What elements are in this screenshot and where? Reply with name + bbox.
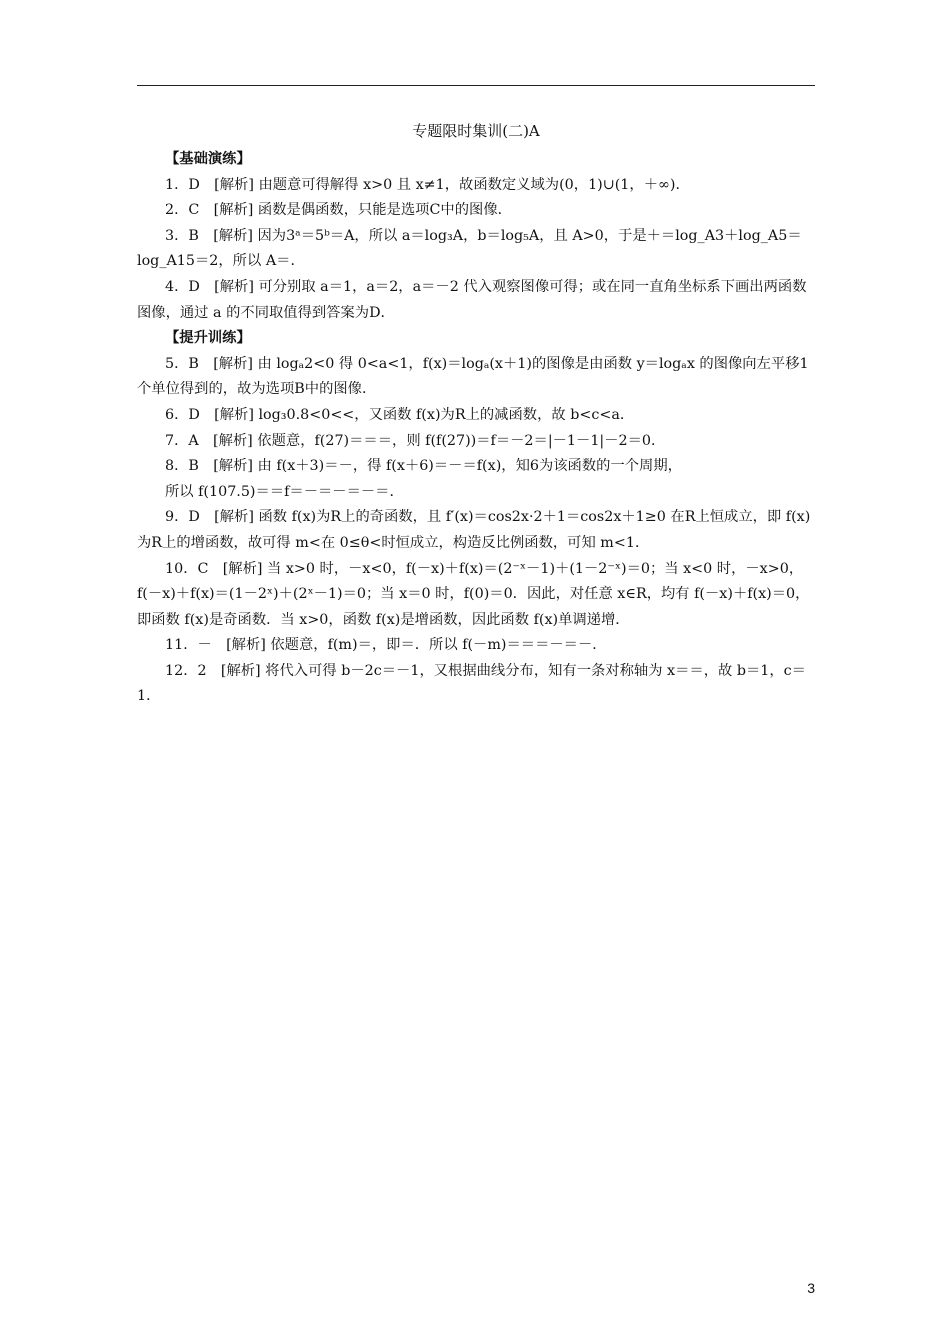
answer-item-2: 2．C [解析] 函数是偶函数，只能是选项C中的图像． (165, 202, 512, 219)
header-rule (137, 85, 815, 86)
answer-item-11: 11．－ [解析] 依题意，f(m)＝，即＝．所以 f(－m)＝＝＝－＝－． (165, 637, 607, 654)
answer-item-6: 6．D [解析] log₃0.8<0<<，又函数 f(x)为R上的减函数，故 b<c<a． (165, 406, 635, 423)
answer-content (137, 147, 815, 710)
section-heading-advanced: 【提升训练】 (165, 330, 251, 347)
answer-item-9: 9．D [解析] 函数 f(x)为R上的奇函数，且 f′(x)＝cos2x·2＋1＝cos2x＋1≥0 在R上恒成立，即 f(x)为R上的增函数，故可得 m<在 0≤θ<时恒成立，构造反比例函数，可知 m<1． (137, 509, 811, 551)
page-number: 3 (807, 1280, 815, 1296)
answer-item-7: 7．A [解析] 依题意，f(27)＝＝＝，则 f(f(27))＝f＝－2＝|－1－1|－2＝0． (165, 432, 666, 449)
answer-item-1: 1．D [解析] 由题意可得解得 x>0 且 x≠1，故函数定义域为(0，1)∪(1，＋∞)． (165, 176, 690, 193)
page-title: 专题限时集训(二)A (412, 122, 540, 140)
section-heading-basic: 【基础演练】 (165, 151, 251, 167)
answer-item-10: 10．C [解析] 当 x>0 时，－x<0，f(－x)＋f(x)＝(2⁻ˣ－1)＋(1－2⁻ˣ)＝0；当 x<0 时，－x>0，f(－x)＋f(x)＝(1－2ˣ)＋(2ˣ－1)＝0；当 x＝0 时，f(0)＝0．因此，对任意 x∈R，均有 f(－x)＋f(x)＝0，即函数 f(x)是奇函数．当 x>0，函数 f(x)是增函数，因此函数 f(x)单调递增． (137, 560, 810, 628)
answer-item-12: 12．2 [解析] 将代入可得 b－2c＝－1，又根据曲线分布，知有一条对称轴为 x＝＝，故 b＝1，c＝1． (137, 662, 806, 705)
answer-item-5: 5．B [解析] 由 logₐ2<0 得 0<a<1，f(x)＝logₐ(x＋1)的图像是由函数 y＝logₐx 的图像向左平移1个单位得到的，故为选项B中的图像． (137, 355, 809, 398)
answer-item-3: 3．B [解析] 因为3ᵃ＝5ᵇ＝A，所以 a＝log₃A，b＝log₅A，且 A>0，于是＋＝log_A3＋log_A5＝log_A15＝2，所以 A＝． (137, 227, 802, 270)
answer-item-4: 4．D [解析] 可分别取 a＝1，a＝2，a＝－2 代入观察图像可得；或在同一直角坐标系下画出两函数图像，通过 a 的不同取值得到答案为D． (137, 278, 807, 321)
answer-item-8: 8．B [解析] 由 f(x＋3)＝－，得 f(x＋6)＝－＝f(x)，知6为该函数的一个周期， (165, 458, 682, 475)
answer-item-8-continued: 所以 f(107.5)＝＝f＝－＝－＝－＝． (165, 483, 404, 500)
